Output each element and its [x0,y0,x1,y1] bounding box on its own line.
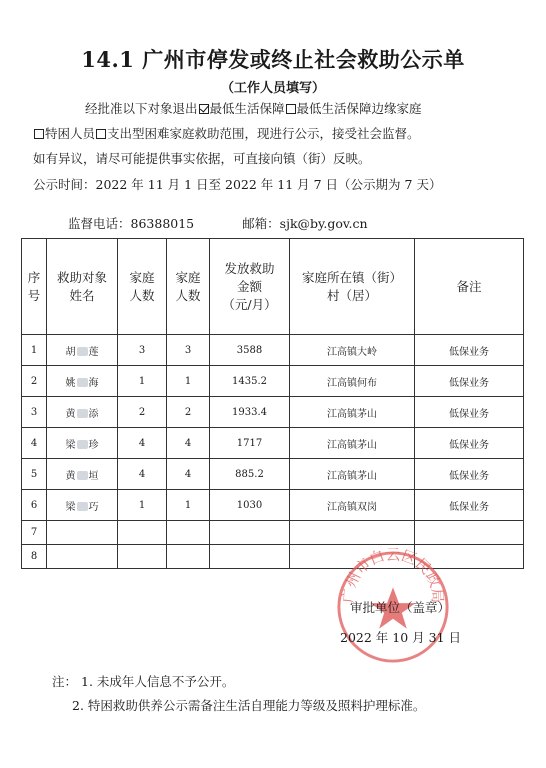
cell-amount: 3588 [210,335,290,366]
cell-address: 江高镇茅山 [290,428,415,459]
cell-remark: 低保业务 [415,490,524,521]
cell-remark: 低保业务 [415,428,524,459]
cell-remark: 低保业务 [415,459,524,490]
header-family-size: 家庭 人数 [118,239,167,335]
header-amount: 发放救助 金额 （元/月） [210,239,290,335]
document-title: 14.1 广州市停发或终止社会救助公示单 [81,47,465,72]
cell-remark: 低保业务 [415,335,524,366]
redacted-character [77,471,88,480]
cell-index: 3 [22,397,47,428]
cell-address: 江高镇双岗 [290,490,415,521]
cell-amount [210,545,290,569]
table-row [22,428,524,459]
cell-address: 江高镇何布 [290,366,415,397]
seal-text: 广州市白云区民政局 [340,548,446,604]
cell-index: 6 [22,490,47,521]
cell-index: 2 [22,366,47,397]
cell-index: 4 [22,428,47,459]
header-address: 家庭所在镇（街） 村（居） [290,239,415,335]
cell-family-size-2: 2 [167,397,210,428]
cell-name: 梁 巧 [47,490,118,521]
redacted-character [77,440,88,449]
cell-name: 姚 海 [47,366,118,397]
cell-family-size-2: 4 [167,428,210,459]
cell-index: 5 [22,459,47,490]
checkbox-special [34,129,44,139]
checkbox-low-income-edge [286,104,296,114]
cell-amount: 1717 [210,428,290,459]
cell-name: 梁 珍 [47,428,118,459]
redacted-character [77,409,88,418]
cell-index: 8 [22,545,47,569]
redacted-character [77,502,88,511]
note-1 [52,672,234,690]
email-label: 邮箱： [242,216,280,231]
phone-label: 监督电话： [68,216,131,231]
publicity-period: 公示时间：2022 年 11 月 1 日至 2022 年 11 月 7 日（公示期为 7 天） [33,177,442,192]
cell-amount: 885.2 [210,459,290,490]
header-name: 救助对象 姓名 [47,239,118,335]
cell-amount: 1030 [210,490,290,521]
cell-name [47,521,118,545]
note-label: 注： [52,674,78,689]
table-row [22,397,524,428]
cell-remark [415,521,524,545]
redacted-character [77,378,88,387]
contact-line [68,214,368,232]
email-address: sjk@by.gov.cn [279,216,368,231]
cell-address: 江高镇大岭 [290,335,415,366]
approval-date: 2022 年 10 月 31 日 [340,630,461,645]
cell-family-size-2: 3 [167,335,210,366]
cell-family-size: 2 [118,397,167,428]
intro-paragraph [33,96,513,146]
objection-text: 如有异议，请尽可能提供事实依据，可直接向镇（街）反映。 [33,151,371,166]
cell-index: 1 [22,335,47,366]
document-subtitle: （工作人员填写） [220,81,325,96]
note-1-text: 1. 未成年人信息不予公开。 [81,674,235,689]
cell-amount: 1435.2 [210,366,290,397]
cell-remark: 低保业务 [415,397,524,428]
approval-unit: 审批单位（盖章） [350,600,451,615]
header-remark: 备注 [415,239,524,335]
cell-index: 7 [22,521,47,545]
cell-family-size: 1 [118,366,167,397]
cell-family-size-2: 1 [167,490,210,521]
cell-family-size: 4 [118,428,167,459]
header-family-size-2: 家庭 人数 [167,239,210,335]
cell-name [47,545,118,569]
cell-name: 黄 垣 [47,459,118,490]
cell-family-size: 1 [118,490,167,521]
option-expenditure: 支出型困难家庭救助范围，现进行公示，接受社会监督。 [107,126,420,141]
table-row [22,335,524,366]
checkbox-expenditure [96,129,106,139]
option-low-income-edge: 最低生活保障边缘家庭 [296,101,422,116]
cell-address: 江高镇茅山 [290,397,415,428]
cell-family-size [118,545,167,569]
table-row [22,521,524,545]
intro-prefix: 经批准以下对象退出 [85,101,198,116]
table-header-row [22,239,524,335]
cell-family-size-2 [167,545,210,569]
cell-family-size [118,521,167,545]
cell-amount [210,521,290,545]
table-row [22,366,524,397]
cell-address [290,521,415,545]
cell-name: 黄 添 [47,397,118,428]
cell-family-size: 4 [118,459,167,490]
relief-table [21,238,524,569]
cell-remark: 低保业务 [415,366,524,397]
cell-family-size-2 [167,521,210,545]
cell-name: 胡 莲 [47,335,118,366]
option-special: 特困人员 [45,126,96,141]
cell-address: 江高镇茅山 [290,459,415,490]
cell-family-size-2: 4 [167,459,210,490]
cell-family-size-2: 1 [167,366,210,397]
option-low-income: 最低生活保障 [209,101,285,116]
phone-number: 86388015 [130,216,195,231]
cell-family-size: 3 [118,335,167,366]
cell-amount: 1933.4 [210,397,290,428]
header-index: 序 号 [22,239,47,335]
table-row [22,490,524,521]
table-row [22,459,524,490]
checkbox-low-income [199,104,209,114]
redacted-character [77,347,88,356]
note-2: 2. 特困救助供养公示需备注生活自理能力等级及照料护理标准。 [72,698,426,713]
